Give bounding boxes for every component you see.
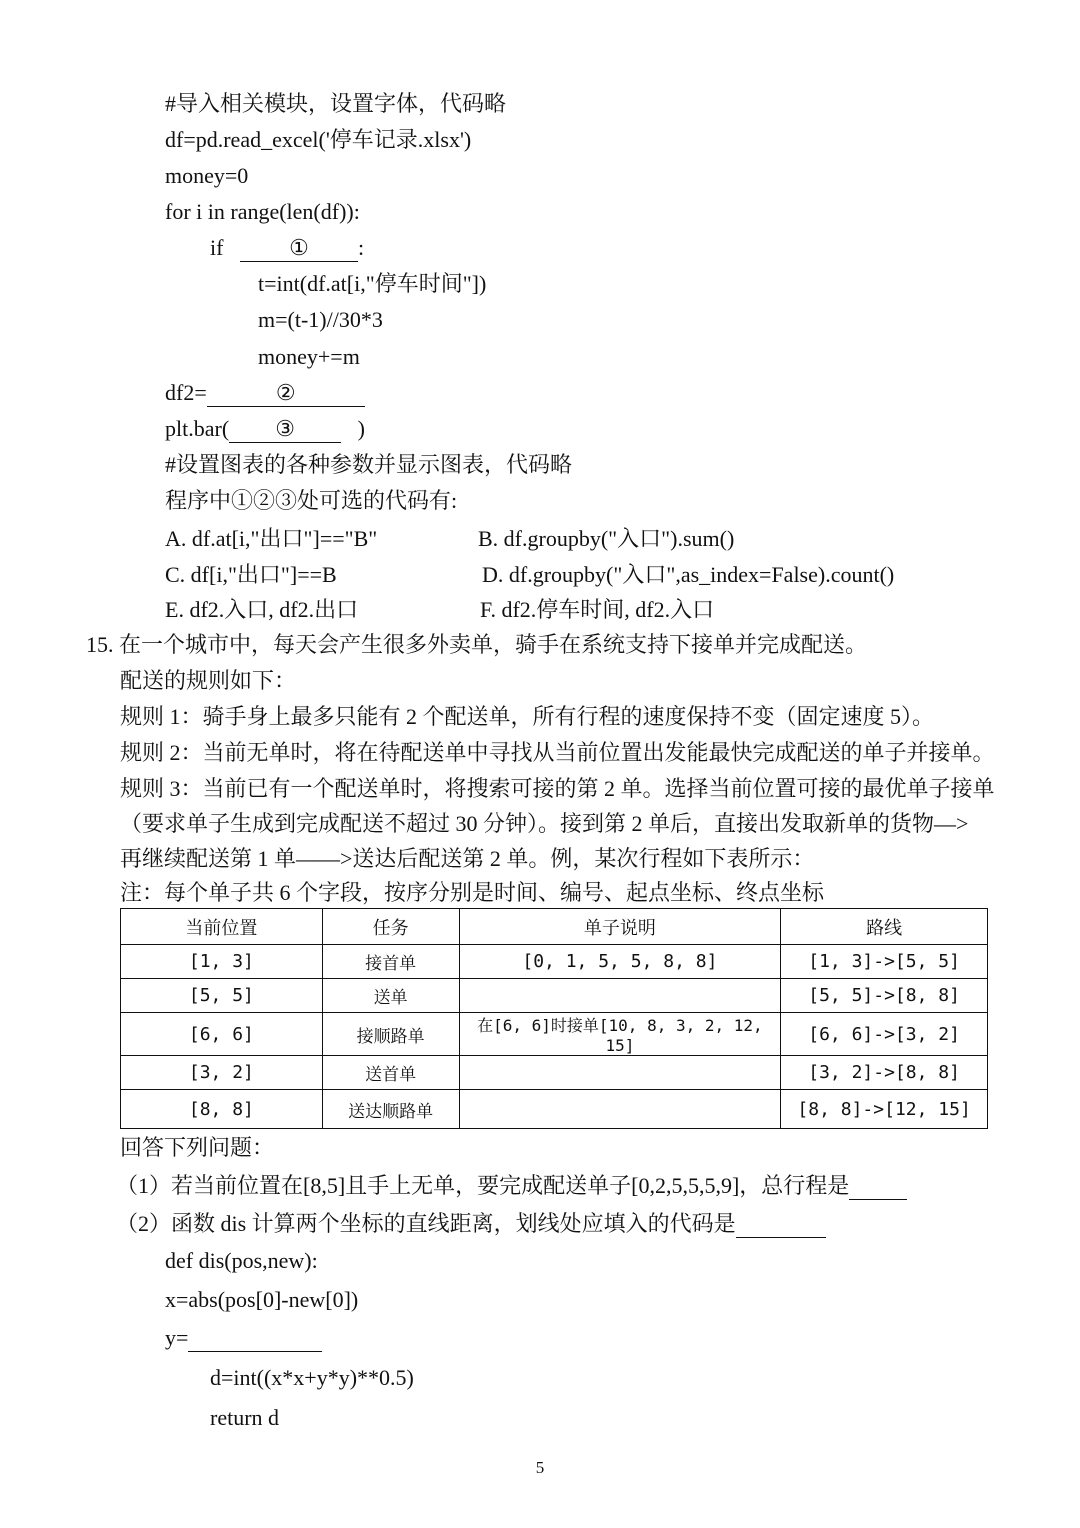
page-number: 5 [535,1458,545,1477]
option-c: C. df[i,"出口"]==B [165,562,337,587]
plt-prefix: plt.bar( [165,416,230,441]
cell-desc: [0, 1, 5, 5, 8, 8] [459,945,781,979]
code-y-line [165,1324,322,1352]
q15-title: 15. 在一个城市中，每天会产生很多外卖单，骑手在系统支持下接单并完成配送。 [86,632,868,657]
table-note: 注：每个单子共 6 个字段，按序分别是时间、编号、起点坐标、终点坐标 [120,880,825,905]
question-1-text: （1）若当前位置在[8,5]且手上无单，要完成配送单子[0,2,5,5,5,9]，总行程是 [116,1173,850,1198]
cell-task: 送达顺路单 [322,1090,459,1129]
blank-1: ① [240,235,358,262]
question-2 [116,1210,826,1238]
option-e: E. df2.入口, df2.出口 [165,597,359,622]
option-a: A. df.at[i,"出口"]=="B" [165,526,378,551]
code-t-line: t=int(df.at[i,"停车时间"]) [258,271,487,296]
code-df2-line [165,379,365,407]
question-2-blank [736,1211,826,1238]
option-d: D. df.groupby("入口",as_index=False).count() [482,562,895,587]
cell-route: [1, 3]->[5, 5] [781,945,988,979]
plt-suffix: ) [357,416,365,441]
cell-route: [5, 5]->[8, 8] [781,979,988,1013]
table-row [121,979,988,1013]
rule-3a: 规则 3：当前已有一个配送单时，将搜索可接的第 2 单。选择当前位置可接的最优单子接单 [120,776,995,801]
header-task: 任务 [322,909,459,945]
route-table [120,908,988,1129]
code-m-line: m=(t-1)//30*3 [258,307,383,332]
table-row [121,945,988,979]
if-keyword: if [210,235,224,260]
cell-desc [459,1056,781,1090]
code-money-add: money+=m [258,344,360,369]
question-1-blank [849,1173,907,1200]
code-money-init: money=0 [165,163,249,188]
code-x-line: x=abs(pos[0]-new[0]) [165,1287,359,1312]
code-d-line: d=int((x*x+y*y)**0.5) [210,1365,414,1390]
cell-task: 送首单 [322,1056,459,1090]
code-plt-line [165,415,365,443]
rule-3b: （要求单子生成到完成配送不超过 30 分钟）。接到第 2 单后，直接出发取新单的货物—> [120,811,969,836]
cell-desc: 在[6, 6]时接单[10, 8, 3, 2, 12, 15] [459,1013,781,1056]
rule-2: 规则 2：当前无单时，将在待配送单中寻找从当前位置出发能最快完成配送的单子并接单。 [120,740,995,765]
question-2-text: （2）函数 dis 计算两个坐标的直线距离，划线处应填入的代码是 [116,1211,736,1236]
table-row [121,1090,988,1129]
y-blank [188,1325,322,1352]
option-f: F. df2.停车时间, df2.入口 [480,597,715,622]
comment-chart: #设置图表的各种参数并显示图表，代码略 [165,452,573,477]
header-current-position: 当前位置 [121,909,323,945]
cell-position: [3, 2] [121,1056,323,1090]
rule-3c: 再继续配送第 1 单——>送达后配送第 2 单。例，某次行程如下表所示： [120,846,815,871]
question-1 [116,1172,907,1200]
code-read-excel: df=pd.read_excel('停车记录.xlsx') [165,127,472,152]
y-prefix: y= [165,1325,189,1350]
blank-2: ② [207,380,365,407]
blank-3: ③ [229,416,341,443]
cell-task: 送单 [322,979,459,1013]
table-row [121,1056,988,1090]
rules-intro: 配送的规则如下： [120,668,297,693]
cell-task: 接顺路单 [322,1013,459,1056]
table-header-row [121,909,988,945]
cell-task: 接首单 [322,945,459,979]
rule-1: 规则 1：骑手身上最多只能有 2 个配送单，所有行程的速度保持不变（固定速度 5）。 [120,704,935,729]
cell-position: [5, 5] [121,979,323,1013]
cell-position: [6, 6] [121,1013,323,1056]
code-def-line: def dis(pos,new): [165,1248,318,1273]
df2-prefix: df2= [165,380,207,405]
code-for-loop: for i in range(len(df)): [165,199,360,224]
table-row [121,1013,988,1056]
cell-position: [8, 8] [121,1090,323,1129]
cell-position: [1, 3] [121,945,323,979]
cell-desc [459,1090,781,1129]
comment-import: #导入相关模块，设置字体，代码略 [165,91,507,116]
option-b: B. df.groupby("入口").sum() [478,526,735,551]
cell-route: [3, 2]->[8, 8] [781,1056,988,1090]
code-if-line [210,234,364,262]
answer-intro: 回答下列问题： [120,1135,275,1160]
cell-route: [6, 6]->[3, 2] [781,1013,988,1056]
code-return-line: return d [210,1405,280,1430]
cell-route: [8, 8]->[12, 15] [781,1090,988,1129]
header-order-desc: 单子说明 [459,909,781,945]
header-route: 路线 [781,909,988,945]
cell-desc [459,979,781,1013]
if-colon: : [357,235,365,260]
options-intro: 程序中①②③处可选的代码有: [165,488,458,513]
